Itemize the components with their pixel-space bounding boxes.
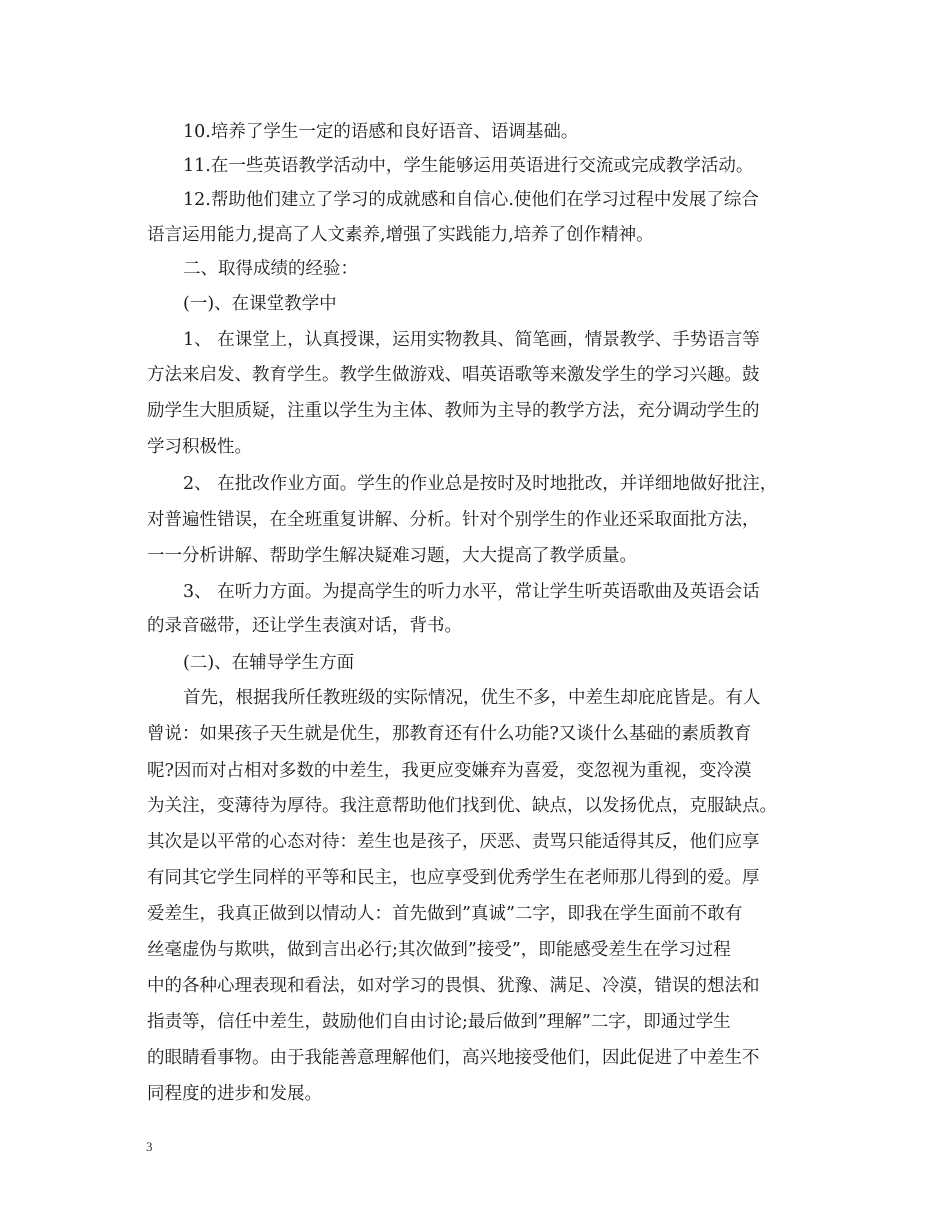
paragraph-line: 励学生大胆质疑，注重以学生为主体、教师为主导的教学方法，充分调动学生的: [147, 401, 760, 421]
paragraph-line: 其次是以平常的心态对待：差生也是孩子，厌恶、责骂只能适得其反，他们应享: [147, 832, 760, 852]
paragraph-line: 丝毫虚伪与欺哄，做到言出必行;其次做到”接受”，即能感受差生在学习过程: [147, 940, 731, 960]
page-number: 3: [146, 1139, 153, 1154]
paragraph-line: 方法来启发、教育学生。教学生做游戏、唱英语歌等来激发学生的学习兴趣。鼓: [147, 365, 760, 385]
paragraph-line: 12.帮助他们建立了学习的成就感和自信心.使他们在学习过程中发展了综合: [183, 190, 759, 210]
paragraph-line: 学习积极性。: [147, 437, 252, 457]
paragraph-line: 呢?因而对占相对多数的中差生，我更应变嫌弃为喜爱，变忽视为重视，变冷漠: [147, 761, 752, 781]
paragraph-line: 11.在一些英语教学活动中，学生能够运用英语进行交流或完成教学活动。: [183, 156, 754, 176]
paragraph-line: 同程度的进步和发展。: [147, 1084, 322, 1104]
subsection-heading: (二)、在辅导学生方面: [183, 653, 355, 673]
paragraph-line: 为关注，变薄待为厚待。我注意帮助他们找到优、缺点，以发扬优点，克服缺点。: [147, 796, 777, 816]
section-heading: 二、取得成绩的经验：: [183, 259, 358, 279]
paragraph-line: 曾说：如果孩子天生就是优生，那教育还有什么功能?又谈什么基础的素质教育: [147, 724, 752, 744]
paragraph-line: 有同其它学生同样的平等和民主，也应享受到优秀学生在老师那儿得到的爱。厚: [147, 868, 760, 888]
paragraph-line: 对普遍性错误，在全班重复讲解、分析。针对个别学生的作业还采取面批方法，: [147, 510, 760, 530]
paragraph-line: 指责等，信任中差生，鼓励他们自由讨论;最后做到”理解”二字，即通过学生: [147, 1012, 731, 1032]
paragraph-line: 的眼睛看事物。由于我能善意理解他们，高兴地接受他们，因此促进了中差生不: [147, 1048, 760, 1068]
paragraph-line: 一一分析讲解、帮助学生解决疑难习题，大大提高了教学质量。: [147, 546, 637, 566]
paragraph-line: 语言运用能力,提高了人文素养,增强了实践能力,培养了创作精神。: [147, 225, 654, 245]
subsection-heading: (一)、在课堂教学中: [183, 294, 337, 314]
paragraph-line: 10.培养了学生一定的语感和良好语音、语调基础。: [183, 122, 579, 142]
paragraph-line: 首先，根据我所任教班级的实际情况，优生不多，中差生却庇庇皆是。有人: [183, 688, 761, 708]
paragraph-line: 的录音磁带，还让学生表演对话，背书。: [147, 616, 462, 636]
paragraph-line: 中的各种心理表现和看法，如对学习的畏惧、犹豫、满足、冷漠，错误的想法和: [147, 976, 760, 996]
paragraph-line: 3、 在听力方面。为提高学生的听力水平，常让学生听英语歌曲及英语会话: [183, 582, 760, 602]
paragraph-line: 1、 在课堂上，认真授课，运用实物教具、简笔画，情景教学、手势语言等: [183, 330, 760, 350]
paragraph-line: 爱差生，我真正做到以情动人：首先做到”真诚”二字，即我在学生面前不敢有: [147, 904, 743, 924]
paragraph-line: 2、 在批改作业方面。学生的作业总是按时及时地批改，并详细地做好批注，: [183, 474, 778, 494]
